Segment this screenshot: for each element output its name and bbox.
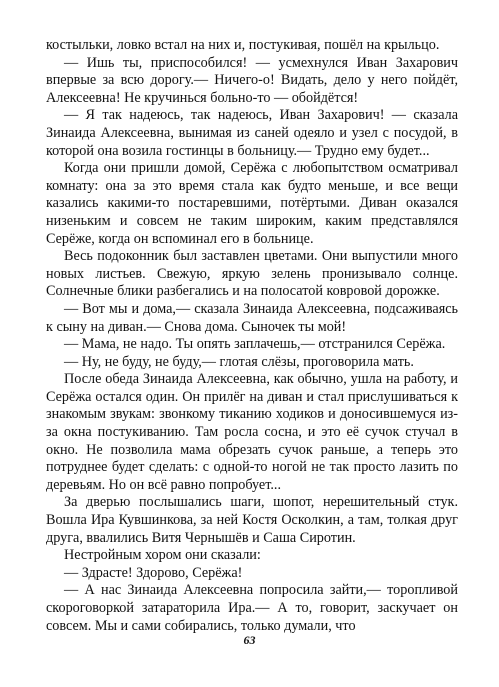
paragraph: — А нас Зинаида Алексеевна попросила зайти,— торопливой скороговоркой затараторила Ира.— А то, говорит, заскучает он совсем. Мы и сами собирались, только думали, что <box>46 582 458 634</box>
paragraph: костыльки, ловко встал на них и, постукивая, пошёл на крыльцо. <box>46 37 440 53</box>
paragraph: За дверью послышались шаги, шопот, нерешительный стук. Вошла Ира Кувшинкова, за ней Костя Осколкин, а там, толкая друг друга, ввалились Витя Чернышёв и Саша Сиротин. <box>46 494 458 546</box>
paragraph: — Ишь ты, приспособился! — усмехнулся Иван Захарович впервые за всю дорогу.— Ничего-о! Видать, дело у него пойдёт, Алексеевна! Не кручинься больно-то — обойдётся! <box>46 54 458 106</box>
paragraph: Нестройным хором они сказали: <box>64 547 261 564</box>
paragraph: — Я так надеюсь, так надеюсь, Иван Захарович! — сказала Зинаида Алексеевна, вынимая из саней одеяло и узел с посудой, в которой она возила гостинцы в больницу.— Трудно ему будет... <box>46 107 458 159</box>
paragraph: — Мама, не надо. Ты опять заплачешь,— отстранился Серёжа. <box>64 336 446 353</box>
paragraph: — Вот мы и дома,— сказала Зинаида Алексеевна, подсаживаясь к сыну на диван.— Снова дома. Сыночек ты мой! <box>46 300 458 335</box>
paragraph: После обеда Зинаида Алексеевна, как обычно, ушла на работу, и Серёжа остался один. Он прилёг на диван и стал прислушиваться к знакомым звукам: звонкому тиканию ходиков и доносившемуся из-за окна постукиванию. Там росла сосна, и это её сучок стучал в окно. Не позволила мама обрезать сучок раньше, а теперь это потруднее будет сделать: с одной-то ногой не так просто лазить по деревьям. Но он всё равно попробует... <box>46 371 458 493</box>
body-text <box>46 37 458 635</box>
paragraph: — Ну, не буду, не буду,— глотая слёзы, проговорила мать. <box>64 353 414 370</box>
paragraph: — Здрасте! Здорово, Серёжа! <box>64 564 243 581</box>
paragraph: Весь подоконник был заставлен цветами. Они выпустили много новых листьев. Свежую, яркую зелень пронизывало солнце. Солнечные блики разбегались и на полосатой ковровой дорожке. <box>46 248 458 300</box>
page-number: 63 <box>243 633 256 647</box>
paragraph: Когда они пришли домой, Серёжа с любопытством осматривал комнату: она за это время стала как будто меньше, и все вещи казались какими-то постаревшими, потёртыми. Диван оказался низеньким и совсем не таким широким, каким представлялся Серёже, когда он вспоминал его в больнице. <box>46 160 458 247</box>
